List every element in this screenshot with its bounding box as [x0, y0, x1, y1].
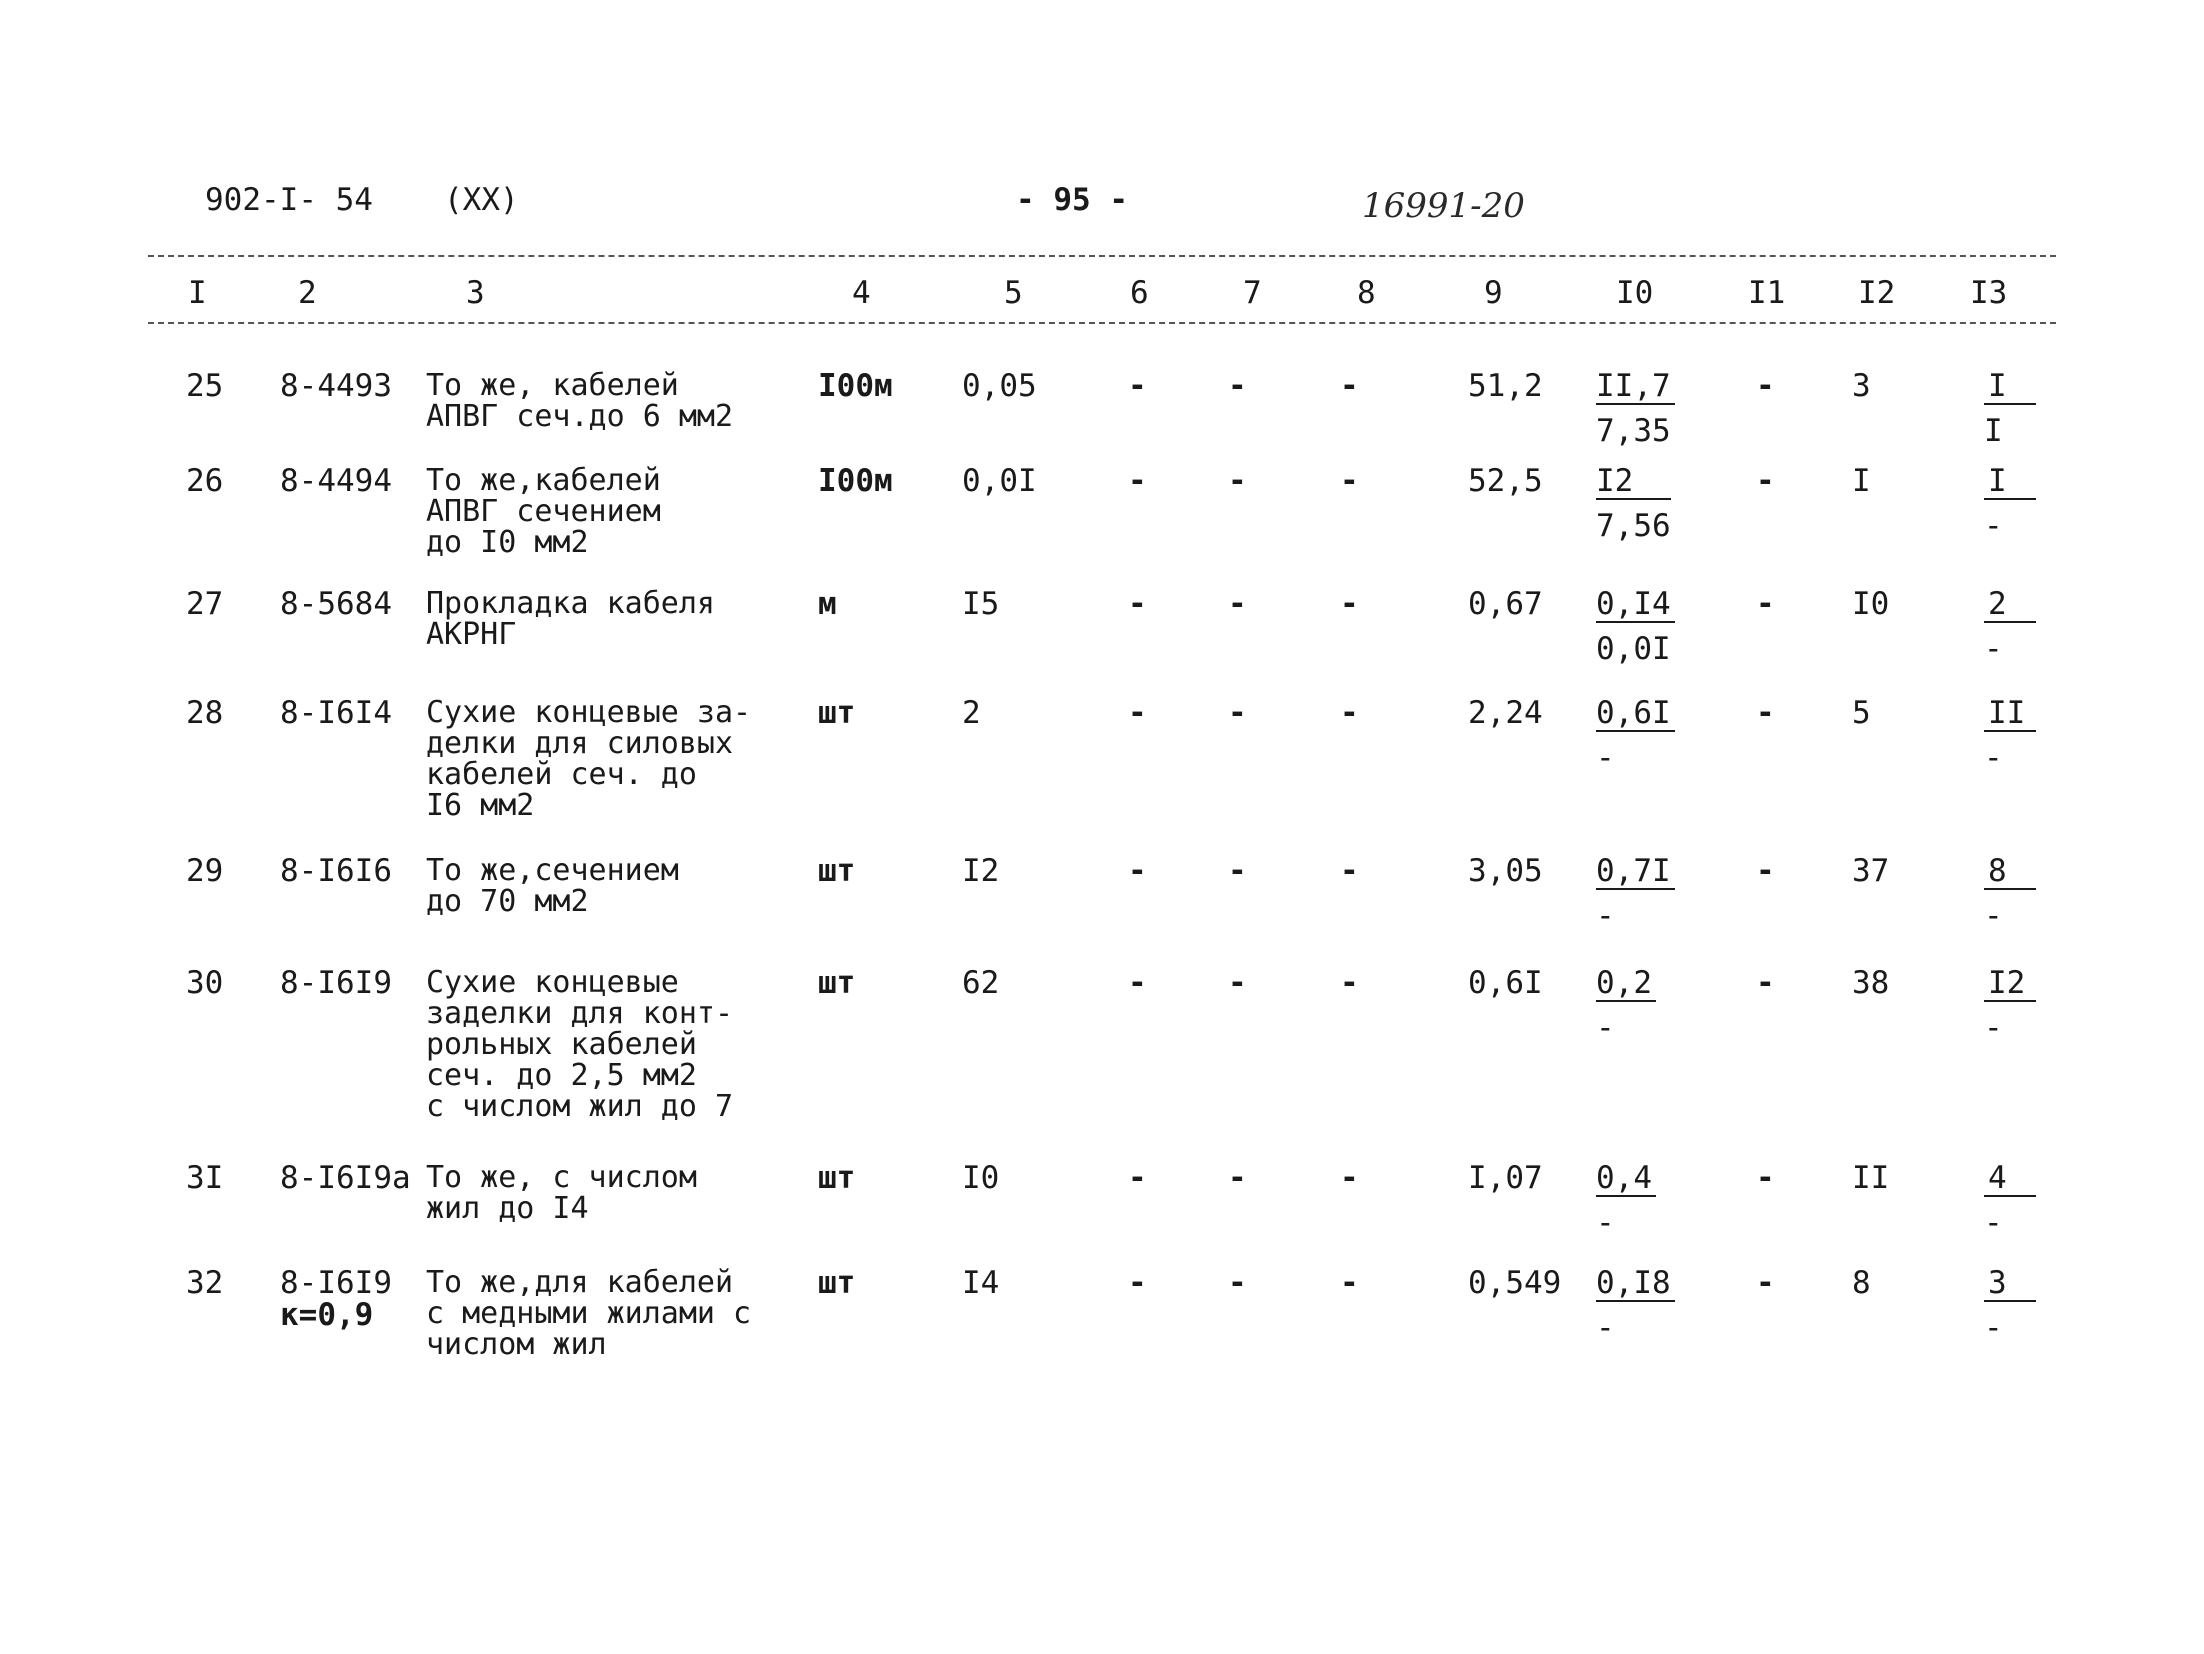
fraction-denominator: - [1984, 631, 2003, 667]
norm-code-value: 8-I6I9 [280, 965, 392, 1001]
document-code: 902-I- 54 [205, 182, 373, 218]
description-line: с медными жилами с [426, 1296, 752, 1331]
fraction-denominator: - [1984, 740, 2003, 776]
column-header-9: 9 [1484, 275, 1503, 311]
column-13-fraction [1984, 697, 2036, 774]
description-line: То же, с числом [426, 1160, 697, 1195]
fraction-denominator: - [1984, 508, 2003, 544]
fraction-numerator: 8 [1984, 855, 2036, 890]
column-12-value: II [1852, 1160, 1890, 1196]
column-header-8: 8 [1357, 275, 1376, 311]
column-11-value: - [1756, 853, 1775, 889]
fraction-numerator: 4 [1984, 1162, 2036, 1197]
description-line: рольных кабелей [426, 1027, 697, 1062]
quantity: I4 [962, 1265, 1000, 1301]
column-7-value: - [1228, 368, 1247, 404]
row-number: 32 [186, 1265, 224, 1301]
column-6-value: - [1128, 463, 1147, 499]
column-9-value: 2,24 [1468, 695, 1543, 731]
description-line: Прокладка кабеля [426, 586, 715, 621]
fraction-numerator: II [1984, 697, 2036, 732]
column-9-value: I,07 [1468, 1160, 1543, 1196]
fraction-numerator: I2 [1596, 465, 1671, 500]
column-8-value: - [1340, 853, 1359, 889]
column-6-value: - [1128, 695, 1147, 731]
fraction-denominator: - [1984, 1010, 2003, 1046]
description-line: делки для силовых [426, 726, 734, 761]
table-header-rule [148, 322, 2056, 324]
description-line: с числом жил до 7 [426, 1089, 734, 1124]
column-9-value: 3,05 [1468, 853, 1543, 889]
unit-of-measure: I00м [818, 463, 893, 499]
row-number: 25 [186, 368, 224, 404]
norm-coefficient: к=0,9 [280, 1297, 374, 1333]
fraction-numerator: 0,7I [1596, 855, 1675, 890]
column-13-fraction [1984, 588, 2036, 665]
column-9-value: 0,6I [1468, 965, 1543, 1001]
fraction-numerator: 0,2 [1596, 967, 1656, 1002]
fraction-numerator: 2 [1984, 588, 2036, 623]
handwritten-doc-number: 16991-20 [1362, 186, 1525, 226]
description-line: кабелей сеч. до [426, 757, 697, 792]
column-header-3: 3 [466, 275, 485, 311]
column-8-value: - [1340, 463, 1359, 499]
column-header-10: I0 [1616, 275, 1654, 311]
row-number: 29 [186, 853, 224, 889]
column-7-value: - [1228, 463, 1247, 499]
fraction-denominator: 7,56 [1596, 508, 1671, 544]
quantity: 0,05 [962, 368, 1037, 404]
norm-code [280, 370, 392, 402]
column-6-value: - [1128, 1160, 1147, 1196]
fraction-denominator: - [1596, 1010, 1615, 1046]
norm-code-value: 8-I6I9 [280, 1265, 392, 1301]
work-description [426, 967, 786, 1122]
description-line: числом жил [426, 1327, 607, 1362]
norm-code [280, 967, 392, 999]
column-7-value: - [1228, 965, 1247, 1001]
work-description [426, 855, 786, 917]
column-13-fraction [1984, 967, 2036, 1044]
fraction-denominator: - [1984, 898, 2003, 934]
description-line: I6 мм2 [426, 788, 535, 823]
column-8-value: - [1340, 586, 1359, 622]
norm-code-value: 8-I6I6 [280, 853, 392, 889]
fraction-denominator: I [1984, 413, 2003, 449]
column-8-value: - [1340, 1265, 1359, 1301]
column-header-5: 5 [1004, 275, 1023, 311]
column-11-value: - [1756, 695, 1775, 731]
row-number: 3I [186, 1160, 224, 1196]
norm-code [280, 855, 392, 887]
norm-code [280, 1162, 411, 1194]
table-top-rule [148, 255, 2056, 257]
fraction-numerator: 0,I4 [1596, 588, 1675, 623]
column-10-fraction [1596, 1267, 1675, 1344]
row-number: 26 [186, 463, 224, 499]
description-line: Сухие концевые [426, 965, 679, 1000]
column-12-value: I0 [1852, 586, 1890, 622]
work-description [426, 465, 786, 558]
norm-code-value: 8-4494 [280, 463, 392, 499]
description-line: АКРНГ [426, 617, 517, 652]
column-9-value: 0,67 [1468, 586, 1543, 622]
column-7-value: - [1228, 853, 1247, 889]
norm-code-value: 8-I6I4 [280, 695, 392, 731]
column-10-fraction [1596, 1162, 1656, 1239]
unit-of-measure: шт [818, 1265, 856, 1301]
norm-code [280, 1267, 392, 1331]
column-11-value: - [1756, 463, 1775, 499]
fraction-denominator: - [1596, 740, 1615, 776]
column-8-value: - [1340, 695, 1359, 731]
fraction-denominator: - [1596, 898, 1615, 934]
row-number: 30 [186, 965, 224, 1001]
column-header-4: 4 [852, 275, 871, 311]
fraction-numerator: I [1984, 465, 2036, 500]
column-6-value: - [1128, 586, 1147, 622]
description-line: То же,кабелей [426, 463, 661, 498]
description-line: АПВГ сечением [426, 494, 661, 529]
column-7-value: - [1228, 1160, 1247, 1196]
column-12-value: 5 [1852, 695, 1871, 731]
quantity: I5 [962, 586, 1000, 622]
fraction-denominator: 0,0I [1596, 631, 1671, 667]
column-header-11: I1 [1748, 275, 1786, 311]
column-12-value: I [1852, 463, 1871, 499]
fraction-denominator: 7,35 [1596, 413, 1671, 449]
unit-of-measure: м [818, 586, 837, 622]
column-10-fraction [1596, 697, 1675, 774]
column-11-value: - [1756, 368, 1775, 404]
column-header-7: 7 [1243, 275, 1262, 311]
fraction-numerator: I [1984, 370, 2036, 405]
column-12-value: 37 [1852, 853, 1890, 889]
column-6-value: - [1128, 368, 1147, 404]
column-11-value: - [1756, 965, 1775, 1001]
column-9-value: 0,549 [1468, 1265, 1562, 1301]
work-description [426, 697, 786, 821]
unit-of-measure: I00м [818, 368, 893, 404]
column-8-value: - [1340, 1160, 1359, 1196]
column-13-fraction [1984, 1162, 2036, 1239]
column-8-value: - [1340, 965, 1359, 1001]
column-7-value: - [1228, 586, 1247, 622]
document-part: (XX) [444, 182, 519, 218]
work-description [426, 1162, 786, 1224]
unit-of-measure: шт [818, 853, 856, 889]
column-header-12: I2 [1858, 275, 1896, 311]
norm-code [280, 697, 392, 729]
unit-of-measure: шт [818, 965, 856, 1001]
description-line: То же, кабелей [426, 368, 679, 403]
fraction-numerator: II,7 [1596, 370, 1675, 405]
fraction-numerator: 3 [1984, 1267, 2036, 1302]
norm-code [280, 465, 392, 497]
description-line: Сухие концевые за- [426, 695, 752, 730]
norm-code-value: 8-4493 [280, 368, 392, 404]
column-11-value: - [1756, 586, 1775, 622]
page-number: - 95 - [1016, 182, 1128, 218]
column-11-value: - [1756, 1265, 1775, 1301]
column-12-value: 8 [1852, 1265, 1871, 1301]
description-line: заделки для конт- [426, 996, 734, 1031]
fraction-denominator: - [1984, 1310, 2003, 1346]
column-8-value: - [1340, 368, 1359, 404]
column-10-fraction [1596, 855, 1675, 932]
row-number: 27 [186, 586, 224, 622]
quantity: I2 [962, 853, 1000, 889]
column-11-value: - [1756, 1160, 1775, 1196]
fraction-numerator: 0,4 [1596, 1162, 1656, 1197]
column-13-fraction [1984, 465, 2036, 542]
column-header-13: I3 [1970, 275, 2008, 311]
column-9-value: 52,5 [1468, 463, 1543, 499]
quantity: 62 [962, 965, 1000, 1001]
column-header-1: I [188, 275, 207, 311]
norm-code [280, 588, 392, 620]
description-line: до I0 мм2 [426, 525, 589, 560]
column-6-value: - [1128, 853, 1147, 889]
column-13-fraction [1984, 1267, 2036, 1344]
description-line: То же,сечением [426, 853, 679, 888]
column-7-value: - [1228, 1265, 1247, 1301]
quantity: I0 [962, 1160, 1000, 1196]
norm-code-value: 8-5684 [280, 586, 392, 622]
unit-of-measure: шт [818, 1160, 856, 1196]
work-description [426, 588, 786, 650]
description-line: То же,для кабелей [426, 1265, 734, 1300]
quantity: 0,0I [962, 463, 1037, 499]
column-9-value: 51,2 [1468, 368, 1543, 404]
fraction-numerator: I2 [1984, 967, 2036, 1002]
work-description [426, 1267, 786, 1360]
column-header-2: 2 [298, 275, 317, 311]
column-7-value: - [1228, 695, 1247, 731]
column-12-value: 38 [1852, 965, 1890, 1001]
column-10-fraction [1596, 465, 1671, 542]
column-header-6: 6 [1130, 275, 1149, 311]
description-line: до 70 мм2 [426, 884, 589, 919]
column-10-fraction [1596, 967, 1656, 1044]
column-12-value: 3 [1852, 368, 1871, 404]
fraction-denominator: - [1984, 1205, 2003, 1241]
column-6-value: - [1128, 965, 1147, 1001]
fraction-numerator: 0,I8 [1596, 1267, 1675, 1302]
quantity: 2 [962, 695, 981, 731]
work-description [426, 370, 786, 432]
fraction-denominator: - [1596, 1310, 1615, 1346]
description-line: жил до I4 [426, 1191, 589, 1226]
column-13-fraction [1984, 855, 2036, 932]
norm-code-value: 8-I6I9а [280, 1160, 411, 1196]
fraction-numerator: 0,6I [1596, 697, 1675, 732]
description-line: АПВГ сеч.до 6 мм2 [426, 399, 734, 434]
description-line: сеч. до 2,5 мм2 [426, 1058, 697, 1093]
column-13-fraction [1984, 370, 2036, 447]
row-number: 28 [186, 695, 224, 731]
column-10-fraction [1596, 588, 1675, 665]
column-10-fraction [1596, 370, 1675, 447]
fraction-denominator: - [1596, 1205, 1615, 1241]
unit-of-measure: шт [818, 695, 856, 731]
column-6-value: - [1128, 1265, 1147, 1301]
